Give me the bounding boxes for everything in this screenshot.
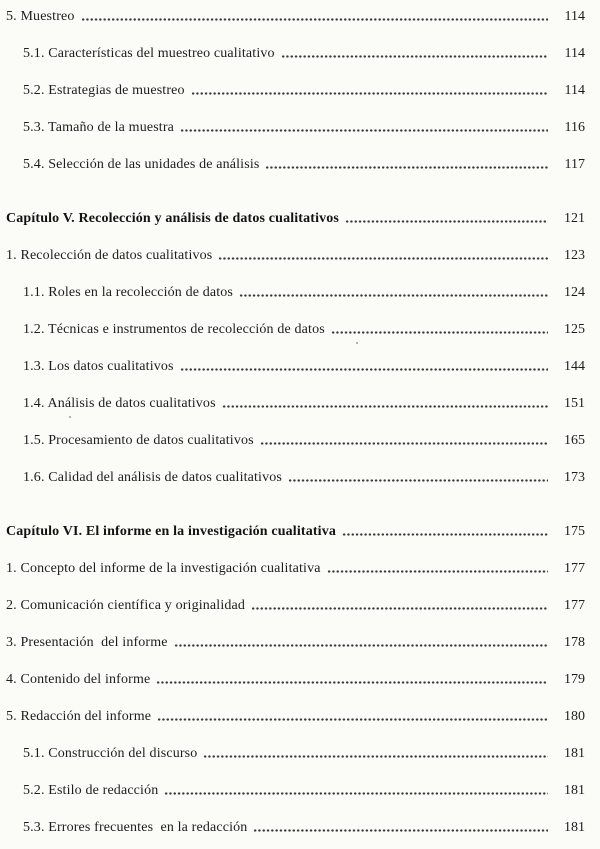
toc-entry-label: 5.2. Estrategias de muestreo — [23, 83, 185, 98]
toc-entry-label: 1.2. Técnicas e instrumentos de recolección de datos — [23, 322, 325, 337]
toc-entry — [6, 598, 585, 613]
toc-entry-label: 5.1. Construcción del discurso — [23, 746, 198, 761]
toc-entry-label: 5.4. Selección de las unidades de análisis — [23, 157, 260, 172]
toc-entry-label: 5.3. Tamaño de la muestra — [23, 120, 175, 135]
toc-entry-label: 1. Recolección de datos cualitativos — [6, 248, 213, 263]
toc-entry-page: 181 — [564, 746, 585, 761]
toc-entry — [6, 120, 585, 135]
toc-entry — [6, 783, 585, 798]
toc-entry-page: 165 — [564, 433, 585, 448]
dot-leader — [222, 404, 548, 409]
dot-leader — [164, 791, 548, 796]
toc-entry-page: 123 — [564, 248, 585, 263]
toc-entry-label: 1.3. Los datos cualitativos — [23, 359, 174, 374]
toc-entry-page: 116 — [564, 120, 585, 135]
toc-entry-label: 3. Presentación del informe — [6, 635, 168, 650]
dot-leader — [331, 330, 548, 335]
dot-leader — [345, 219, 548, 224]
dot-leader — [180, 367, 548, 372]
toc-entry-label: 1.4. Análisis de datos cualitativos — [23, 396, 216, 411]
toc-entry-label: 5. Muestreo — [6, 9, 75, 24]
toc-entry — [6, 746, 585, 761]
dot-leader — [327, 569, 548, 574]
scan-speck — [69, 416, 71, 418]
dot-leader — [239, 293, 548, 298]
toc-entry-label: 5.2. Estilo de redacción — [23, 783, 159, 798]
toc-entry — [6, 709, 585, 724]
toc-entry-page: 173 — [564, 470, 585, 485]
toc-entry-page: 121 — [564, 211, 585, 226]
toc-entry — [6, 672, 585, 687]
toc-entry — [6, 248, 585, 263]
toc-entry — [6, 9, 585, 24]
toc-entry-page: 181 — [564, 820, 585, 835]
toc-entry-label: 5.3. Errores frecuentes en la redacción — [23, 820, 248, 835]
toc-entry — [6, 157, 585, 172]
toc-entry-page: 177 — [564, 561, 585, 576]
toc-entry-page: 114 — [564, 9, 585, 24]
dot-leader — [288, 478, 548, 483]
dot-leader — [218, 256, 548, 261]
dot-leader — [174, 643, 548, 648]
dot-leader — [180, 128, 548, 133]
toc-entry — [6, 561, 585, 576]
toc-entry — [6, 635, 585, 650]
toc-entry-page: 180 — [564, 709, 585, 724]
toc-entry — [6, 470, 585, 485]
toc-entry — [6, 285, 585, 300]
dot-leader — [191, 91, 548, 96]
dot-leader — [281, 54, 548, 59]
toc-entry — [6, 46, 585, 61]
toc-entry-page: 114 — [564, 83, 585, 98]
dot-leader — [260, 441, 548, 446]
toc-entry — [6, 820, 585, 835]
toc-entry-label: 5. Redacción del informe — [6, 709, 152, 724]
dot-leader — [253, 828, 548, 833]
scan-speck — [356, 342, 358, 344]
dot-leader — [265, 165, 548, 170]
toc-entry-page: 181 — [564, 783, 585, 798]
toc-entry-page: 117 — [564, 157, 585, 172]
dot-leader — [156, 680, 548, 685]
toc-entry — [6, 433, 585, 448]
toc-entry-label: Capítulo V. Recolección y análisis de datos cualitativos — [6, 211, 340, 226]
dot-leader — [203, 754, 548, 759]
toc-entry-page: 177 — [564, 598, 585, 613]
toc-entry — [6, 83, 585, 98]
toc-entry-label: 1.1. Roles en la recolección de datos — [23, 285, 234, 300]
toc-entry-label: 1.5. Procesamiento de datos cualitativos — [23, 433, 254, 448]
toc-chapter-heading — [6, 211, 585, 226]
toc-entry-page: 124 — [564, 285, 585, 300]
toc-entry — [6, 322, 585, 337]
dot-leader — [342, 532, 548, 537]
toc-chapter-heading — [6, 524, 585, 539]
toc-entry-label: 1.6. Calidad del análisis de datos cualitativos — [23, 470, 282, 485]
toc-entry — [6, 359, 585, 374]
toc-entry-label: 4. Contenido del informe — [6, 672, 151, 687]
dot-leader — [157, 717, 548, 722]
toc-entry-label: 2. Comunicación científica y originalidad — [6, 598, 246, 613]
dot-leader — [81, 17, 548, 22]
toc-entry-page: 125 — [564, 322, 585, 337]
toc-entry-page: 178 — [564, 635, 585, 650]
toc-entry-page: 114 — [564, 46, 585, 61]
toc-entry-label: 5.1. Características del muestreo cualitativo — [23, 46, 275, 61]
dot-leader — [251, 606, 548, 611]
toc-entry-page: 151 — [564, 396, 585, 411]
toc-entry-page: 144 — [564, 359, 585, 374]
toc-entry-label: 1. Concepto del informe de la investigación cualitativa — [6, 561, 321, 576]
toc-entry-page: 179 — [564, 672, 585, 687]
toc-entry-label: Capítulo VI. El informe en la investigación cualitativa — [6, 524, 336, 539]
toc-entry — [6, 396, 585, 411]
toc-entry-page: 175 — [564, 524, 585, 539]
